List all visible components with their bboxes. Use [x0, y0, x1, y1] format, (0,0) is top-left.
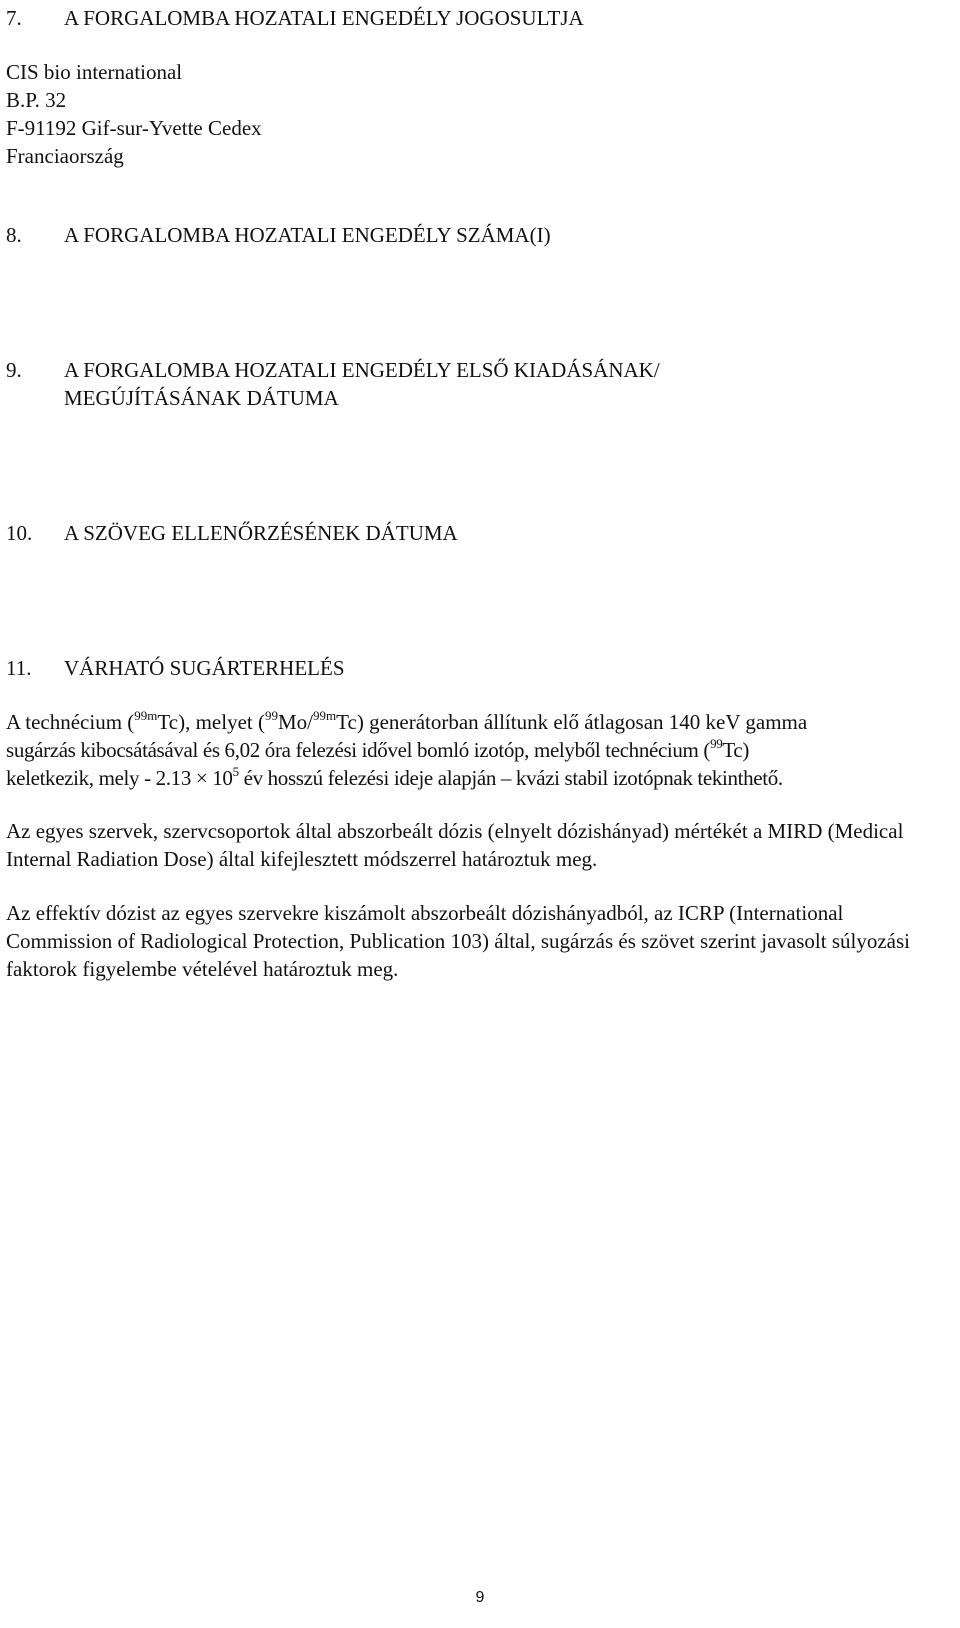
paragraph-line: keletkezik, mely - $2.13 \times 10^5$ év hosszú felezési ideje alapján – kvázi stabil izotópnak tekinthető. — [6, 764, 783, 790]
section-number: 8. — [6, 223, 22, 247]
holder-address — [6, 58, 950, 170]
section-number: 11. — [6, 656, 32, 680]
section-number: 10. — [6, 521, 33, 545]
superscript: 99m — [134, 708, 158, 723]
superscript: 5 — [232, 764, 239, 779]
page-number: 9 — [475, 1589, 485, 1606]
superscript: 99 — [265, 708, 278, 723]
superscript: 99 — [710, 736, 723, 751]
holder-country: Franciaország — [6, 144, 124, 168]
section-number: 9. — [6, 358, 22, 382]
holder-po-box: B.P. 32 — [6, 88, 67, 112]
paragraph-line: A technécium ($^{99m}$Tc), melyet ($^{99}$Mo/$^{99m}$Tc) generátorban állítunk elő átlagosan 140 keV gamma — [6, 708, 808, 734]
section-9-heading — [6, 356, 950, 412]
section-title: A FORGALOMBA HOZATALI ENGEDÉLY JOGOSULTJA — [64, 6, 584, 30]
radiation-paragraph — [6, 708, 950, 792]
section-11-heading — [6, 654, 950, 682]
section-title: VÁRHATÓ SUGÁRTERHELÉS — [64, 656, 345, 680]
holder-city: F-91192 Gif-sur-Yvette Cedex — [6, 116, 262, 140]
section-number: 7. — [6, 6, 22, 30]
section-8-heading — [6, 221, 950, 249]
section-title: A SZÖVEG ELLENŐRZÉSÉNEK DÁTUMA — [64, 521, 458, 545]
holder-name: CIS bio international — [6, 60, 183, 84]
section-7-heading — [6, 4, 950, 32]
paragraph-line: sugárzás kibocsátásával és 6,02 óra felezési idővel bomló izotóp, melyből technécium ($^{99}$Tc) — [6, 736, 750, 762]
section-title: A FORGALOMBA HOZATALI ENGEDÉLY SZÁMA(I) — [64, 223, 551, 247]
section-10-heading — [6, 519, 950, 547]
mird-paragraph: Az egyes szervek, szervcsoportok által abszorbeált dózis (elnyelt dózishányad) mértékét a MIRD (Medical Internal Radiation Dose) által kifejlesztett módszerrel határoztuk meg. — [6, 819, 904, 871]
section-title-line-2: MEGÚJÍTÁSÁNAK DÁTUMA — [64, 386, 339, 410]
icrp-paragraph: Az effektív dózist az egyes szervekre kiszámolt abszorbeált dózishányadból, az ICRP (International Commission of Radiological Protection, Publication 103) által, sugárzás és szövet szerint javasolt súlyozási faktorok figyelembe vételével határoztuk meg. — [6, 901, 910, 981]
section-title-line-1: A FORGALOMBA HOZATALI ENGEDÉLY ELSŐ KIADÁSÁNAK/ — [64, 358, 660, 382]
superscript: 99m — [313, 708, 337, 723]
